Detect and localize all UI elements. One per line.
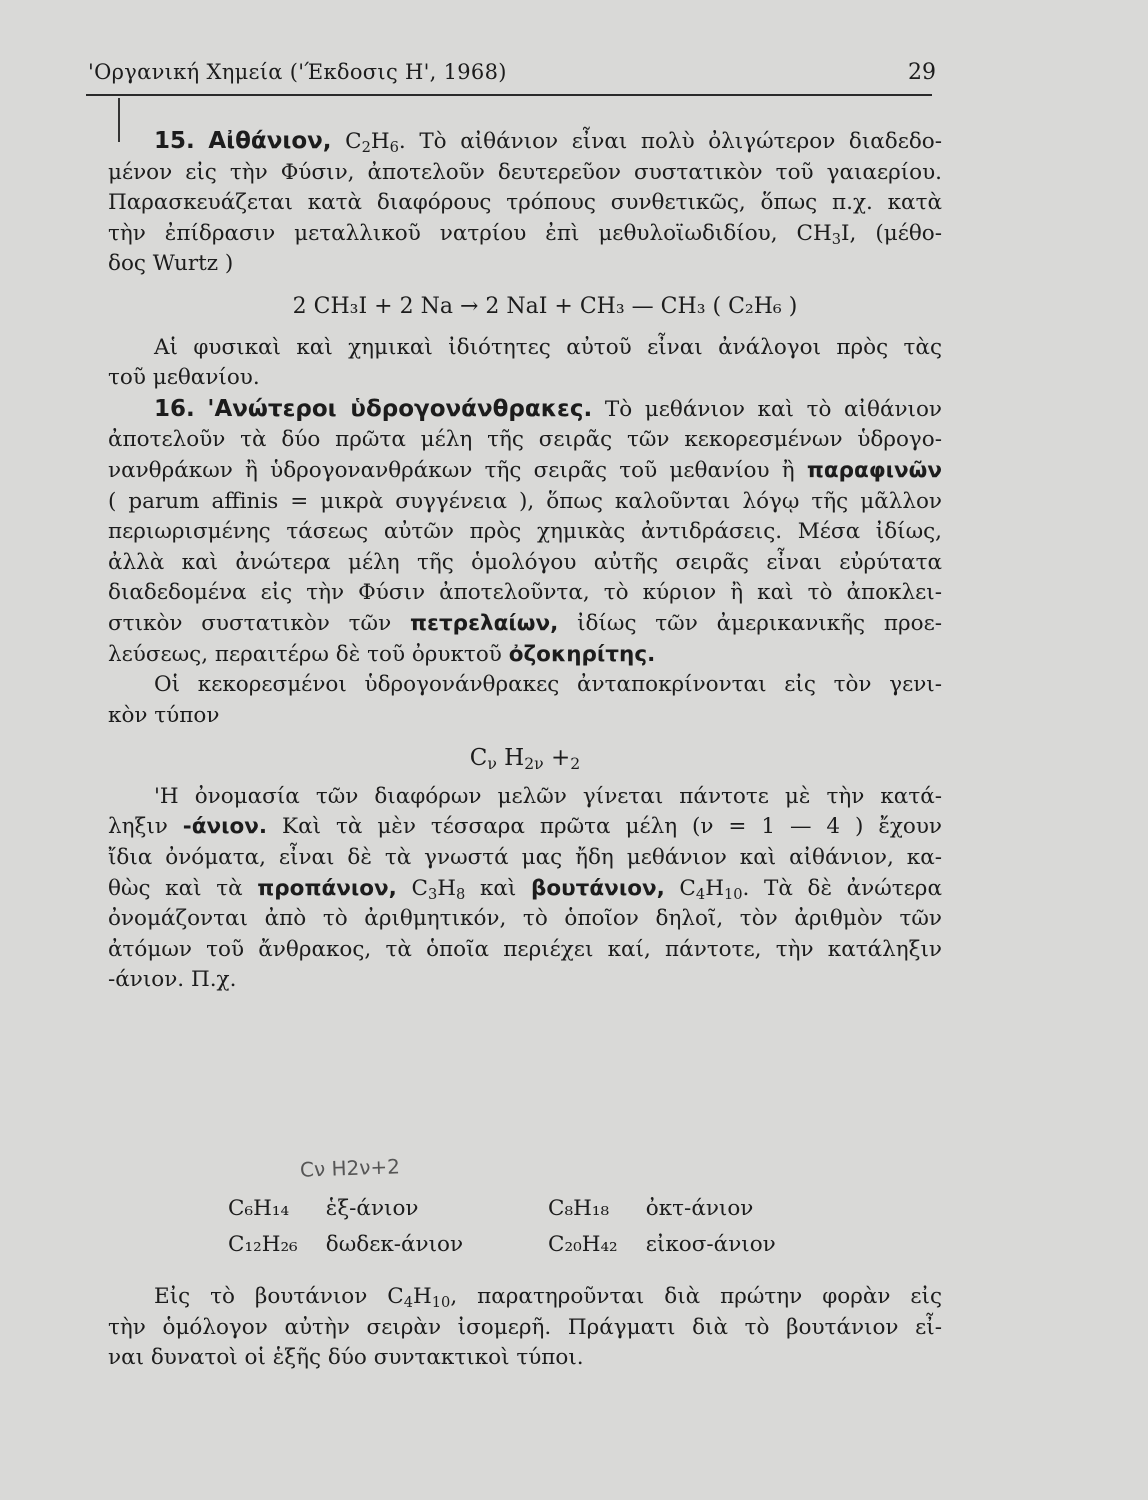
keyword-butane: βουτάνιον, bbox=[531, 875, 665, 901]
sec15-heading: Αἰθάνιον, bbox=[208, 128, 332, 154]
sec16-line6: ἀλλὰ καὶ ἀνώτερα μέλη τῆς ὁμολόγου αὐτῆς σειρᾶς εἶναι εὐρύτατα bbox=[108, 549, 942, 575]
sec15-number: 15. bbox=[154, 128, 195, 154]
sec15-line5: δος Wurtz ) bbox=[108, 251, 234, 277]
naming-line2-end: Καὶ τὰ μὲν τέσσαρα πρῶτα μέλη (ν = 1 — 4 ) ἔχουν bbox=[282, 814, 942, 840]
naming-line2 bbox=[108, 812, 942, 843]
sec16-line1: Τὸ μεθάνιον καὶ τὸ αἰθάνιον bbox=[604, 396, 942, 422]
alkane-row bbox=[228, 1190, 868, 1226]
sec15-props-line2: τοῦ μεθανίου. bbox=[108, 365, 260, 391]
general-formula-intro-end: κὸν τύπον bbox=[108, 702, 220, 728]
sec16-line8-text: στικὸν συστατικὸν τῶν bbox=[108, 610, 392, 636]
wurtz-equation: 2 CH₃I + 2 Na → 2 NaI + CH₃ — CH₃ ( C₂H₆ ) bbox=[292, 293, 798, 319]
sec16-line4: ( parum affinis = μικρὰ συγγένεια ), ὅπως καλοῦνται λόγῳ τῆς μᾶλλον bbox=[108, 488, 942, 514]
naming-line7: -άνιον. Π.χ. bbox=[108, 967, 237, 993]
naming-line4: θὼς καὶ τὰ προπάνιον, $C_3H_8$ καὶ βουτάνιον, $C_4H_{10}$. Τὰ δὲ ἀνώτερα bbox=[108, 875, 942, 903]
sec15-props-line1: Αἱ φυσικαὶ καὶ χημικαὶ ἰδιότητες αὐτοῦ εἶναι ἀνάλογοι πρὸς τὰς bbox=[154, 334, 942, 360]
main-text bbox=[108, 126, 942, 996]
naming-line3: ἴδια ὀνόματα, εἶναι δὲ τὰ γνωστά μας ἤδη μεθάνιον καὶ αἰθάνιον, κα- bbox=[108, 845, 942, 871]
sec16-line7: διαδεδομένα εἰς τὴν Φύσιν ἀποτελοῦντα, τὸ κύριον ἢ καὶ τὸ ἀποκλει- bbox=[108, 580, 942, 606]
sec16-line9 bbox=[108, 640, 942, 671]
keyword-ozokerite: ὀζοκηρίτης. bbox=[508, 641, 656, 667]
sec16-line9-text: λεύσεως, περαιτέρω δὲ τοῦ ὀρυκτοῦ bbox=[108, 641, 502, 667]
sec16-line8-end: ἰδίως τῶν ἀμερικανικῆς προε- bbox=[577, 610, 943, 636]
alkane-name: δωδεκ-άνιον bbox=[325, 1231, 464, 1257]
sec16-line8 bbox=[108, 609, 942, 640]
sec15-line4-end: I, (μέθο- bbox=[841, 220, 942, 246]
closing-paragraph bbox=[108, 1282, 942, 1374]
alkane-formula: C₆H₁₄ bbox=[228, 1195, 290, 1221]
naming-line6: ἀτόμων τοῦ ἄνθρακος, τὰ ὁποῖα περιέχει καί, πάντοτε, τὴν κατάληξιν bbox=[108, 936, 942, 962]
page-number: 29 bbox=[908, 60, 936, 85]
sec15-line2: μένον εἰς τὴν Φύσιν, ἀποτελοῦν δευτερεῦον συστατικὸν τοῦ γαιαερίου. bbox=[108, 159, 942, 185]
keyword-petroleum: πετρελαίων, bbox=[409, 610, 559, 636]
naming-line4-end: Τὰ δὲ ἀνώτερα bbox=[764, 875, 942, 901]
alkane-row bbox=[228, 1226, 868, 1262]
closing-line1-text: Εἰς τὸ βουτάνιον bbox=[154, 1284, 368, 1309]
naming-line1: 'Η ὀνομασία τῶν διαφόρων μελῶν γίνεται πάντοτε μὲ τὴν κατά- bbox=[154, 783, 942, 809]
alkane-formula: C₁₂H₂₆ bbox=[228, 1231, 298, 1257]
sec15-line4: τὴν ἐπίδρασιν μεταλλικοῦ νατρίου ἐπὶ μεθυλοϊωδιδίου, $CH_3I$, (μέθο- bbox=[108, 220, 942, 248]
closing-line3: ναι δυνατοὶ οἱ ἑξῆς δύο συντακτικοὶ τύποι. bbox=[108, 1345, 584, 1371]
sec15-line1: Τὸ αἰθάνιον εἶναι πολὺ ὀλιγώτερον διαδεδο- bbox=[419, 129, 943, 154]
sec16-line3 bbox=[108, 456, 942, 487]
keyword-paraffins: παραφινῶν bbox=[806, 457, 942, 483]
sec16-line5: περιωρισμένης τάσεως αὐτῶν πρὸς χημικὰς ἀντιδράσεις. Μέσα ἰδίως, bbox=[108, 519, 942, 545]
alkane-formula: C₈H₁₈ bbox=[548, 1195, 610, 1221]
handwritten-note: Cν H2ν+2 bbox=[299, 1154, 401, 1182]
header-rule bbox=[86, 94, 932, 96]
keyword-propane: προπάνιον, bbox=[257, 875, 397, 901]
general-formula: $C_\nu$ $H_{2\nu} +_2$ bbox=[469, 745, 581, 774]
sec15-first-line: 15. Αἰθάνιον, $C_2H_6$. Τὸ αἰθάνιον εἶναι πολὺ ὀλιγώτερον διαδεδο- bbox=[154, 128, 943, 156]
alkane-name: ἑξ-άνιον bbox=[325, 1195, 419, 1221]
alkane-formula: C₂₀H₄₂ bbox=[548, 1231, 618, 1257]
sec16-line3-text: νανθράκων ἢ ὑδρογονανθράκων τῆς σειρᾶς τοῦ μεθανίου ἢ bbox=[108, 457, 795, 483]
keyword-anion: -άνιον. bbox=[182, 814, 268, 840]
closing-line2: τὴν ὁμόλογον αὐτὴν σειρὰν ἰσομερῆ. Πράγματι διὰ τὸ βουτάνιον εἶ- bbox=[108, 1314, 942, 1340]
alkane-name: εἰκοσ-άνιον bbox=[645, 1231, 776, 1257]
sec15-line3: Παρασκευάζεται κατὰ διαφόρους τρόπους συνθετικῶς, ὅπως π.χ. κατὰ bbox=[108, 190, 942, 216]
naming-line2-text: ληξιν bbox=[108, 814, 168, 840]
naming-line4-and: καὶ bbox=[479, 875, 517, 901]
sec16-number: 16. bbox=[154, 395, 195, 422]
naming-line5: ὀνομάζονται ἀπὸ τὸ ἀριθμητικόν, τὸ ὁποῖον δηλοῖ, τὸν ἀριθμὸν τῶν bbox=[108, 906, 942, 932]
general-formula-intro: Οἱ κεκορεσμένοι ὑδρογονάνθρακες ἀνταποκρίνονται εἰς τὸν γενι- bbox=[154, 672, 942, 698]
alkane-examples-table bbox=[228, 1190, 868, 1262]
sec15-line4-text: τὴν ἐπίδρασιν μεταλλικοῦ νατρίου ἐπὶ μεθυλοϊωδιδίου, CH bbox=[108, 220, 832, 246]
running-header-title: 'Οργανική Χημεία ('Έκδοσις Η', 1968) bbox=[88, 60, 507, 84]
sec16-heading: 'Ανώτεροι ὑδρογονάνθρακες. bbox=[207, 395, 593, 422]
sec16-first-line bbox=[108, 394, 942, 426]
closing-line1-end: παρατηροῦνται διὰ πρώτην φορὰν εἰς bbox=[477, 1284, 942, 1309]
closing-line1: Εἰς τὸ βουτάνιον $C_4H_{10}$, παρατηροῦνται διὰ πρώτην φορὰν εἰς bbox=[154, 1284, 942, 1311]
naming-line4-text: θὼς καὶ τὰ bbox=[108, 875, 243, 901]
alkane-name: ὀκτ-άνιον bbox=[645, 1195, 754, 1221]
sec16-line2: ἀποτελοῦν τὰ δύο πρῶτα μέλη τῆς σειρᾶς τῶν κεκορεσμένων ὑδρογο- bbox=[108, 427, 942, 453]
